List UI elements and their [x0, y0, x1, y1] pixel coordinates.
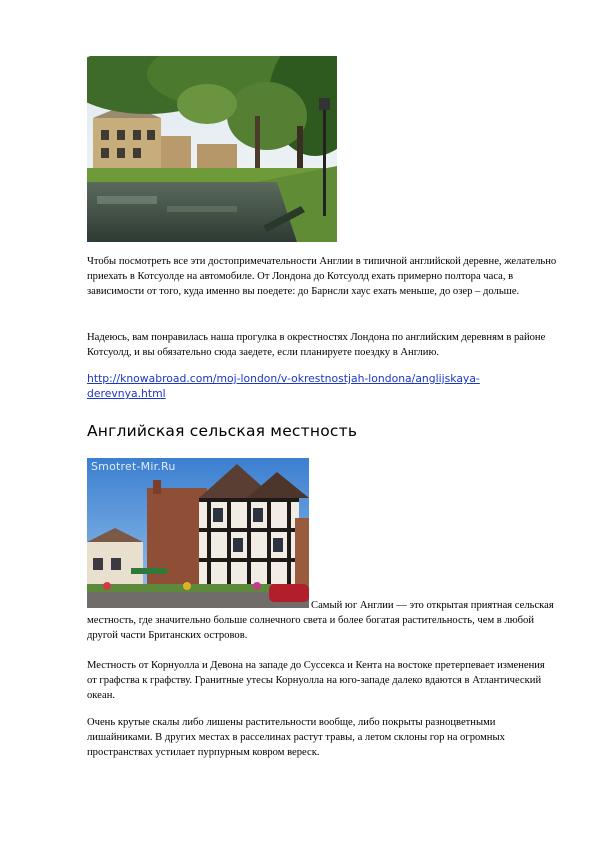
paragraph-travel-by-car: Чтобы посмотреть все эти достопримечательности Англии в типичной английской деревне, желательно приехать в Котсуолде на автомобиле. От Лондона до Котсуолд ехать примерно полтора часа, в зависимости от того, куда именно вы поедете: до Барнсли хаус ехать меньше, до озер – дольше.: [87, 256, 557, 297]
section-heading: Английская сельская местность: [87, 422, 358, 440]
paragraph-closing-note: Надеюсь, вам понравилась наша прогулка в окрестностях Лондона по английским деревням в районе Котсуолд, и вы обязательно сюда заедете, если планируете поездку в Англию.: [87, 332, 546, 358]
tudor-house-photo: [87, 458, 309, 608]
paragraph-counties: Местность от Корнуолла и Девона на западе до Суссекса и Кента на востоке претерпевает изменения от графства к графству. Гранитные утесы Корнуолла на юго-западе далеко вдаются в Атлантический океан.: [87, 660, 545, 701]
paragraph-south-england: Самый юг Англии — это открытая приятная сельская местность, где значительно больше солнечного света и более богатая растительность, чем в любой другой части Британских островов.: [87, 600, 554, 641]
image-anchor-mark: [87, 240, 90, 241]
photo-watermark: Smotret-Mir.Ru: [91, 460, 176, 473]
village-river-photo: [87, 56, 337, 242]
source-link[interactable]: http://knowabroad.com/moj-london/v-okrestnostjah-londona/anglijskaya-derevnya.html: [87, 372, 480, 400]
paragraph-cliffs: Очень крутые скалы либо лишены растительности вообще, либо покрыты разноцветными лишайниками. В других местах в расселинах растут травы, а летом склоны гор на огромных пространствах устилает пурпурным ковром вереск.: [87, 717, 505, 758]
